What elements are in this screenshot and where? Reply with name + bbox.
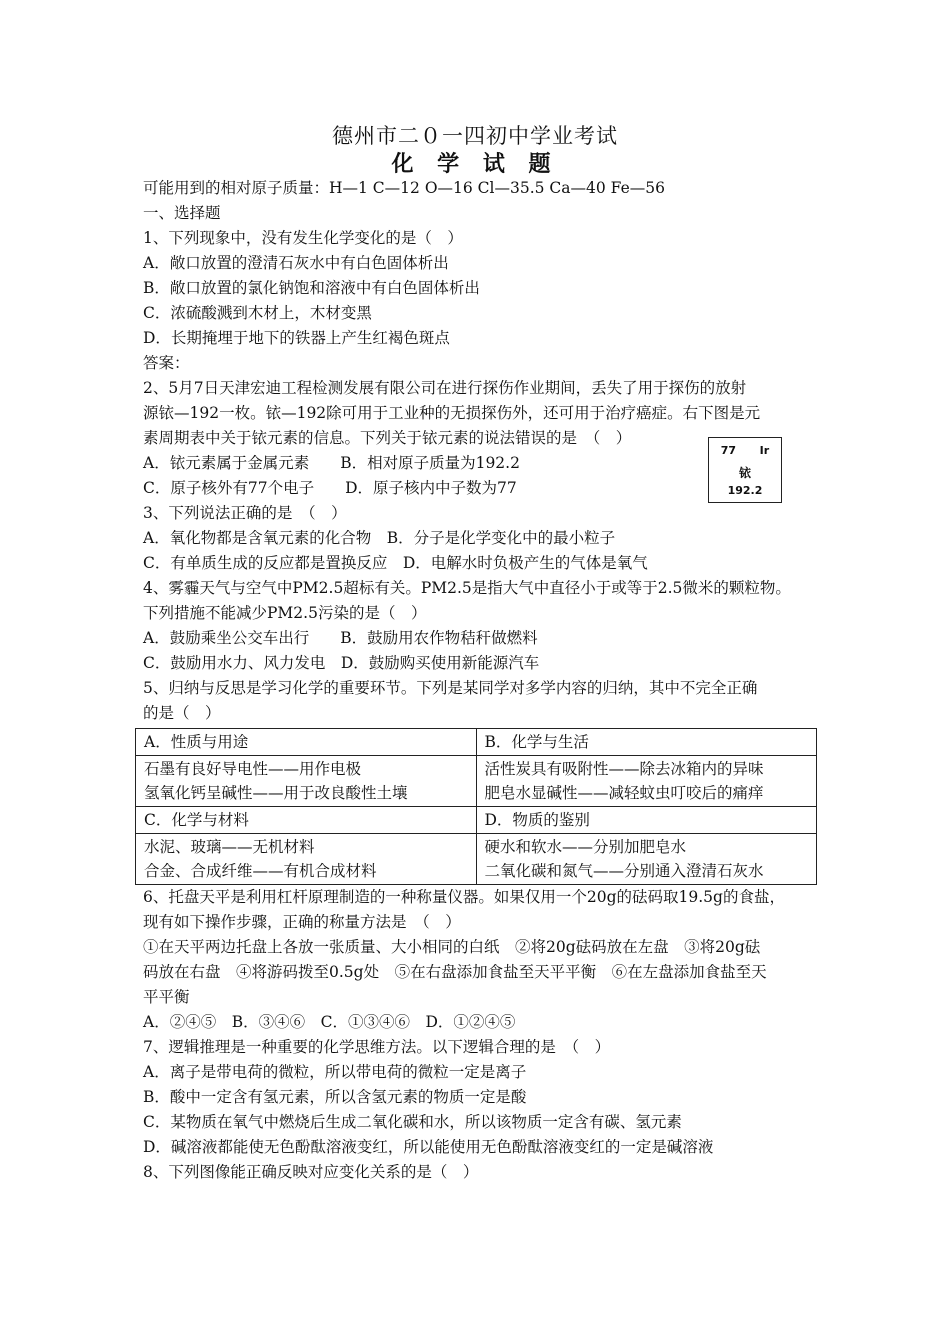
q5-c-item-1: 水泥、玻璃——无机材料 — [144, 838, 315, 856]
q5-b-item-1: 活性炭具有吸附性——除去冰箱内的异味 — [484, 760, 764, 778]
q1-option-c: C．浓硫酸溅到木材上，木材变黑 — [143, 304, 372, 322]
q5-cell-d — [476, 834, 817, 885]
q4-options-ab: A．鼓励乘坐公交车出行 B．鼓励用农作物秸秆做燃料 — [143, 629, 538, 647]
exam-body — [143, 176, 819, 1185]
q4-line-1: 4、雾霾天气与空气中PM2.5超标有关。PM2.5是指大气中直径小于或等于2.5微米的颗粒物。 — [143, 579, 791, 597]
q7-option-a: A．离子是带电荷的微粒，所以带电荷的微粒一定是离子 — [143, 1063, 527, 1081]
q5-line-1: 5、归纳与反思是学习化学的重要环节。下列是某同学对多学内容的归纳，其中不完全正确 — [143, 679, 758, 697]
q7-stem: 7、逻辑推理是一种重要的化学思维方法。以下逻辑合理的是 （ ） — [143, 1038, 611, 1056]
q6-options: A．②④⑤ B．③④⑥ C．①③④⑥ D．①②④⑤ — [143, 1013, 516, 1031]
q5-cell-c-head: C．化学与材料 — [136, 807, 477, 834]
q5-b-item-2: 肥皂水显碱性——减轻蚊虫叮咬后的痛痒 — [484, 784, 764, 802]
q5-c-item-2: 合金、合成纤维——有机合成材料 — [144, 862, 377, 880]
q1-option-d: D．长期掩埋于地下的铁器上产生红褐色斑点 — [143, 329, 450, 347]
q2-options-cd: C．原子核外有77个电子 D．原子核内中子数为77 — [143, 479, 517, 497]
q5-d-item-1: 硬水和软水——分别加肥皂水 — [484, 838, 687, 856]
q8-stem: 8、下列图像能正确反映对应变化关系的是（ ） — [143, 1163, 479, 1181]
q6-line-3: ①在天平两边托盘上各放一张质量、大小相同的白纸 ②将20g砝码放在左盘 ③将20g砝 — [143, 938, 761, 956]
atomic-mass: 192.2 — [727, 484, 763, 497]
q5-table — [135, 728, 817, 885]
q3-stem: 3、下列说法正确的是 （ ） — [143, 504, 347, 522]
q5-cell-b-head: B．化学与生活 — [476, 729, 817, 756]
q1-option-a: A．敞口放置的澄清石灰水中有白色固体析出 — [143, 254, 449, 272]
q5-a-item-1: 石墨有良好导电性——用作电极 — [144, 760, 362, 778]
atomic-number: 77 — [720, 444, 737, 457]
q6-line-2: 现有如下操作步骤，正确的称量方法是 （ ） — [143, 913, 461, 931]
atomic-masses: 可能用到的相对原子质量：H—1 C—12 O—16 Cl—35.5 Ca—40 Fe—56 — [143, 179, 665, 197]
q5-a-item-2: 氢氧化钙呈碱性——用于改良酸性土壤 — [144, 784, 408, 802]
q2-line-1: 2、5月7日天津宏迪工程检测发展有限公司在进行探伤作业期间，丢失了用于探伤的放射 — [143, 379, 747, 397]
q6-line-5: 平平衡 — [143, 988, 190, 1006]
exam-title: 德州市二０一四初中学业考试 — [332, 124, 618, 148]
q2-line-3: 素周期表中关于铱元素的信息。下列关于铱元素的说法错误的是 （ ） — [143, 429, 632, 447]
q5-cell-b — [476, 756, 817, 807]
q1-stem: 1、下列现象中，没有发生化学变化的是（ ） — [143, 229, 463, 247]
q5-d-item-2: 二氧化碳和氮气——分别通入澄清石灰水 — [484, 862, 764, 880]
q5-cell-a-head: A．性质与用途 — [136, 729, 477, 756]
section-heading: 一、选择题 — [143, 204, 221, 222]
exam-subtitle: 化 学 试 题 — [391, 151, 559, 177]
q7-option-d: D．碱溶液都能使无色酚酞溶液变红，所以能使用无色酚酞溶液变红的一定是碱溶液 — [143, 1138, 714, 1156]
q6-line-4: 码放在右盘 ④将游码拨至0.5g处 ⑤在右盘添加食盐至天平平衡 ⑥在左盘添加食盐至天 — [143, 963, 767, 981]
q3-options-ab: A．氧化物都是含氧元素的化合物 B．分子是化学变化中的最小粒子 — [143, 529, 616, 547]
q1-option-b: B．敞口放置的氯化钠饱和溶液中有白色固体析出 — [143, 279, 480, 297]
q5-cell-d-head: D．物质的鉴别 — [476, 807, 817, 834]
q2-options-ab: A．铱元素属于金属元素 B．相对原子质量为192.2 — [143, 454, 520, 472]
q4-options-cd: C．鼓励用水力、风力发电 D．鼓励购买使用新能源汽车 — [143, 654, 540, 672]
q2-line-2: 源铱—192一枚。铱—192除可用于工业种的无损探伤外，还可用于治疗癌症。右下图是元 — [143, 404, 761, 422]
q5-line-2: 的是（ ） — [143, 704, 221, 722]
element-name: 铱 — [738, 466, 751, 480]
q4-line-2: 下列措施不能减少PM2.5污染的是（ ） — [143, 604, 427, 622]
q1-answer: 答案： — [143, 354, 190, 372]
q7-option-c: C．某物质在氧气中燃烧后生成二氧化碳和水，所以该物质一定含有碳、氢元素 — [143, 1113, 682, 1131]
q5-cell-c — [136, 834, 477, 885]
q6-line-1: 6、托盘天平是利用杠杆原理制造的一种称量仪器。如果仅用一个20g的砝码取19.5g的食盐， — [143, 888, 785, 906]
q3-options-cd: C．有单质生成的反应都是置换反应 D．电解水时负极产生的气体是氧气 — [143, 554, 648, 572]
q7-option-b: B．酸中一定含有氢元素，所以含氢元素的物质一定是酸 — [143, 1088, 527, 1106]
element-symbol: Ir — [759, 444, 770, 457]
q5-cell-a — [136, 756, 477, 807]
